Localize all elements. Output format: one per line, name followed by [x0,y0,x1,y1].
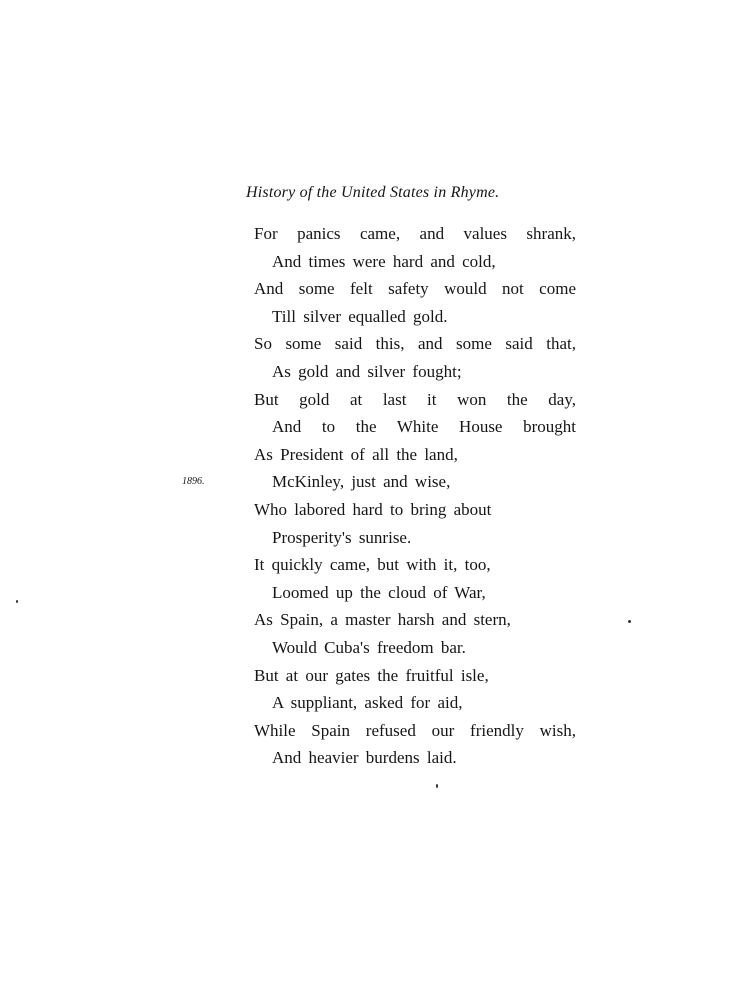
poem-line: While Spain refused our friendly wish, [254,720,576,740]
poem-line: But at our gates the fruitful isle, [254,665,489,685]
margin-year-note: 1896. [182,476,205,487]
paper-speck [628,620,631,623]
poem-line: Loomed up the cloud of War, [272,582,486,602]
poem-line: As gold and silver fought; [272,361,462,381]
paper-speck [436,784,438,788]
poem-line: Would Cuba's freedom bar. [272,637,466,657]
poem-line: McKinley, just and wise, [272,472,451,492]
poem-line: And times were hard and cold, [272,251,496,271]
poem-line: Who labored hard to bring about [254,499,492,519]
poem-line: Prosperity's sunrise. [272,527,412,547]
poem-line: A suppliant, asked for aid, [272,693,463,713]
poem-line: And some felt safety would not come [254,279,576,299]
poem-line: For panics came, and values shrank, [254,224,576,243]
poem-line: It quickly came, but with it, too, [254,555,491,575]
poem-line: Till silver equalled gold. [272,306,448,326]
poem-stanza [254,223,594,775]
poem-line: And heavier burdens laid. [272,748,457,768]
paper-speck [16,600,18,603]
poem-line: But gold at last it won the day, [254,389,576,409]
poem-line: As President of all the land, [254,444,458,464]
poem-line: And to the White House brought [272,417,576,437]
running-head: History of the United States in Rhyme. [246,184,500,201]
poem-line: As Spain, a master harsh and stern, [254,610,511,630]
poem-line: So some said this, and some said that, [254,334,576,354]
